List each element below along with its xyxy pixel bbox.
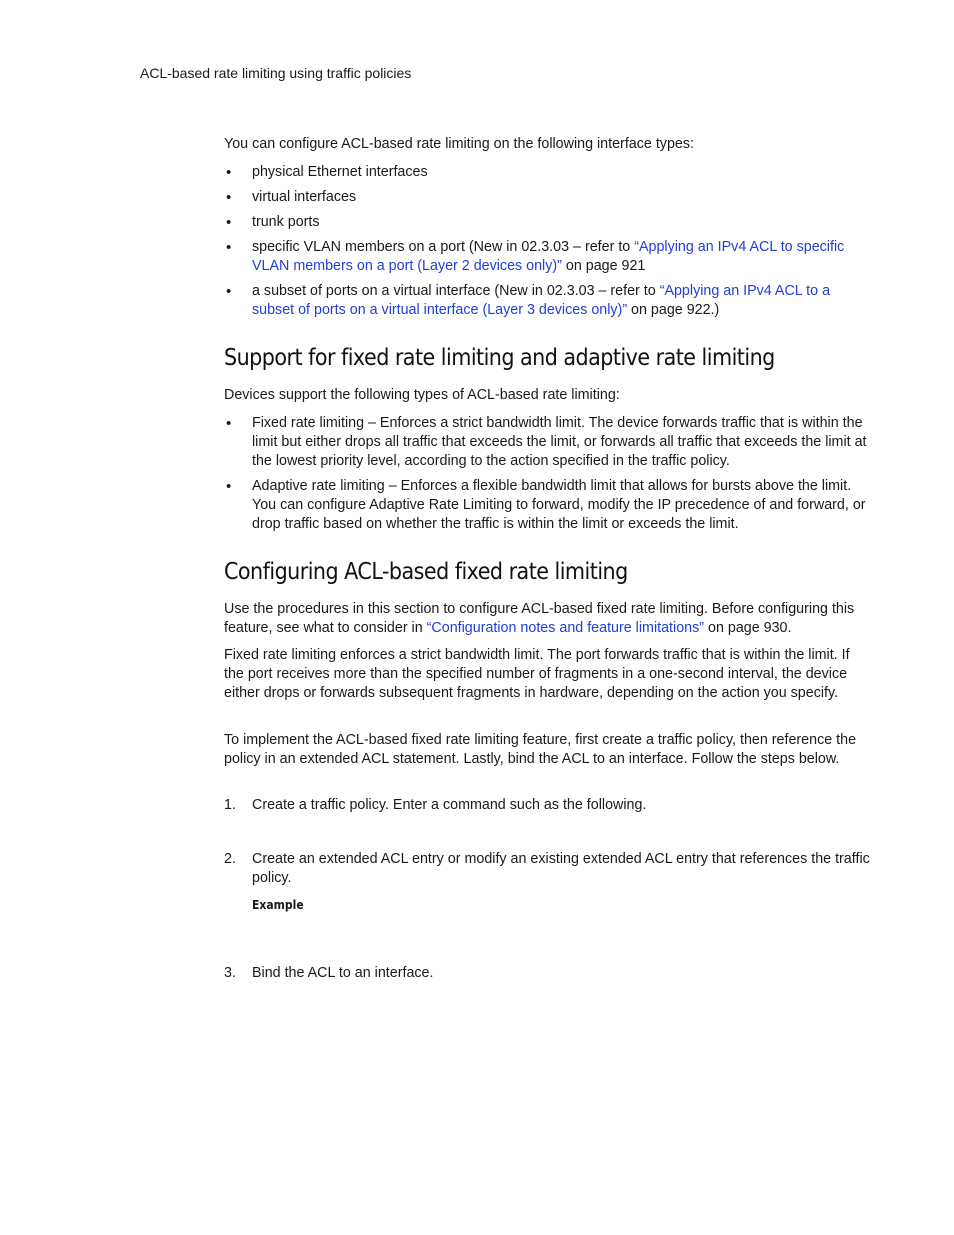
paragraph-text: Use the procedures in this section to configure ACL-based fixed rate limiting. Before configuring this feature, see what to consider in <box>224 601 855 636</box>
section-heading: Support for fixed rate limiting and adaptive rate limiting <box>224 345 775 371</box>
interface-type-list-4 <box>224 238 870 276</box>
interface-type-list-2 <box>224 188 870 207</box>
step <box>224 850 870 888</box>
list-item <box>224 414 870 471</box>
step-text: Create a traffic policy. Enter a command such as the following. <box>252 797 647 813</box>
interface-type-list-5 <box>224 282 870 320</box>
section-heading: Configuring ACL-based fixed rate limiting <box>224 559 628 585</box>
step-number: 1. <box>224 797 236 813</box>
list-item <box>224 213 870 232</box>
term-description: – Enforces a flexible bandwidth limit that allows for bursts above the limit. You can configure Adaptive Rate Limiting to forward, modify the IP precedence of and forward, or drop traffic based on whether the traffic is within the limit or exceeds the limit. <box>252 478 866 532</box>
bullet-icon: • <box>226 415 232 432</box>
list-item <box>224 282 870 320</box>
term-description: – Enforces a strict bandwidth limit. The device forwards traffic that is within the limit but either drops all traffic that exceeds the limit, or forwards all traffic that exceeds the limit at the lowest priority level, according to the action specified in the traffic policy. <box>252 415 867 469</box>
page-reference: on page 930. <box>704 620 792 636</box>
interface-type-list <box>224 163 870 182</box>
bullet-icon: • <box>226 283 232 300</box>
term-label: Adaptive rate limiting <box>252 478 385 494</box>
step <box>224 964 870 983</box>
cross-reference-link[interactable]: “Configuration notes and feature limitations” <box>426 620 705 636</box>
list-item-text: physical Ethernet interfaces <box>252 164 428 180</box>
list-item-text: virtual interfaces <box>252 189 357 205</box>
procedure-intro <box>224 600 870 638</box>
list-item <box>224 238 870 276</box>
paragraph: Fixed rate limiting enforces a strict bandwidth limit. The port forwards traffic that is within the limit. If the port receives more than the specified number of fragments in a one-second interval, the device either drops or forwards subsequent fragments in hardware, depending on the action you specify. <box>224 647 850 701</box>
section-intro: Devices support the following types of ACL-based rate limiting: <box>224 387 620 403</box>
step-text: Bind the ACL to an interface. <box>252 965 434 981</box>
cross-reference-link[interactable]: “Applying an IPv4 ACL to specific VLAN members on a port (Layer 2 devices only)” <box>252 239 845 274</box>
bullet-icon: • <box>226 164 232 181</box>
bullet-icon: • <box>226 214 232 231</box>
list-item-text: specific VLAN members on a port (New in 02.3.03 – refer to <box>252 239 635 255</box>
step-number: 3. <box>224 965 236 981</box>
intro-paragraph: You can configure ACL-based rate limiting on the following interface types: <box>224 136 694 152</box>
term-label: Fixed rate limiting <box>252 415 365 431</box>
page-reference: on page 921 <box>561 258 646 274</box>
interface-type-list-3 <box>224 213 870 232</box>
example-label: Example <box>252 898 304 912</box>
list-item <box>224 477 870 534</box>
list-item-text: a subset of ports on a virtual interface (New in 02.3.03 – refer to <box>252 283 660 299</box>
bullet-icon: • <box>226 239 232 256</box>
step <box>224 796 870 815</box>
page-reference: on page 922.) <box>627 302 720 318</box>
running-header: ACL-based rate limiting using traffic policies <box>140 65 412 81</box>
bullet-icon: • <box>226 189 232 206</box>
rate-limit-type-list-2 <box>224 477 870 534</box>
list-item <box>224 188 870 207</box>
list-item-text: trunk ports <box>252 214 320 230</box>
step-text: Create an extended ACL entry or modify an existing extended ACL entry that references the traffic policy. <box>252 851 870 886</box>
paragraph: To implement the ACL-based fixed rate limiting feature, first create a traffic policy, then reference the policy in an extended ACL statement. Lastly, bind the ACL to an interface. Follow the steps below. <box>224 732 857 767</box>
bullet-icon: • <box>226 478 232 495</box>
step-number: 2. <box>224 851 236 867</box>
rate-limit-type-list <box>224 414 870 471</box>
list-item <box>224 163 870 182</box>
cross-reference-link[interactable]: “Applying an IPv4 ACL to a subset of ports on a virtual interface (Layer 3 devices only)” <box>252 283 831 318</box>
